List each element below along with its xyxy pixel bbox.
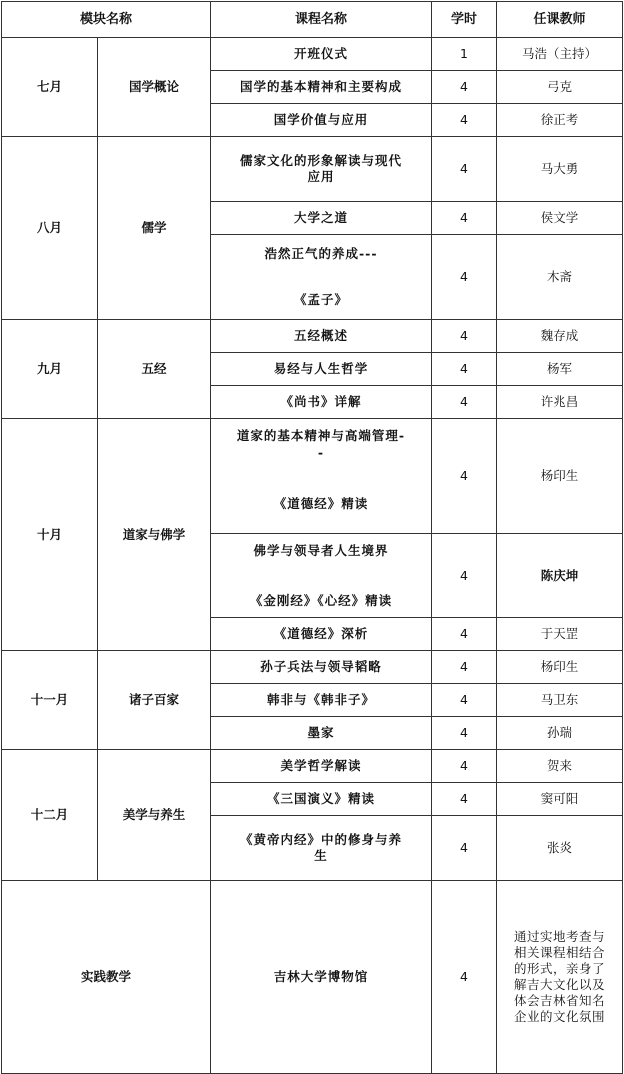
course-cell: 美学哲学解读 [211, 750, 432, 783]
notes-line: 体会吉林省知名 [514, 993, 606, 1008]
hours-cell: 4 [432, 104, 497, 137]
teacher-cell: 张炎 [497, 816, 623, 881]
hours-cell: 4 [432, 353, 497, 386]
table-row [2, 750, 623, 783]
course-cell: 国学价值与应用 [211, 104, 432, 137]
course-line: 佛学与领导者人生境界 [253, 542, 389, 558]
hours-cell: 1 [432, 38, 497, 71]
hours-cell: 4 [432, 71, 497, 104]
table-row [2, 651, 623, 684]
teacher-cell: 侯文学 [497, 202, 623, 235]
notes-line: 企业的文化氛围 [514, 1009, 606, 1024]
table-row [2, 419, 623, 534]
header-module: 模块名称 [2, 2, 211, 38]
hours-cell: 4 [432, 717, 497, 750]
teacher-cell: 窦可阳 [497, 783, 623, 816]
module-cell: 国学概论 [98, 38, 211, 137]
hours-cell: 4 [432, 750, 497, 783]
month-cell: 十一月 [2, 651, 98, 750]
hours-cell: 4 [432, 202, 497, 235]
course-cell [211, 816, 432, 881]
teacher-cell: 马卫东 [497, 684, 623, 717]
hours-cell: 4 [432, 137, 497, 202]
teacher-cell: 徐正考 [497, 104, 623, 137]
table-row [2, 320, 623, 353]
hours-cell: 4 [432, 419, 497, 534]
course-cell: 《道德经》深析 [211, 618, 432, 651]
hours-cell: 4 [432, 386, 497, 419]
notes-line: 的形式，亲身了 [514, 961, 606, 976]
notes-line: 相关课程相结合 [514, 945, 606, 960]
header-row [2, 2, 623, 38]
teacher-cell: 杨军 [497, 353, 623, 386]
module-cell: 诸子百家 [98, 651, 211, 750]
month-cell: 九月 [2, 320, 98, 419]
course-line: 《黄帝内经》中的修身与养 [240, 832, 403, 847]
header-hours: 学时 [432, 2, 497, 38]
module-cell: 五经 [98, 320, 211, 419]
course-line: 儒家文化的形象解读与现代 [240, 153, 403, 168]
hours-cell: 4 [432, 684, 497, 717]
teacher-cell: 马浩（主持） [497, 38, 623, 71]
course-cell: 易经与人生哲学 [211, 353, 432, 386]
table-row [2, 137, 623, 202]
course-cell: 开班仪式 [211, 38, 432, 71]
course-line: 《孟子》 [294, 292, 349, 307]
teacher-cell: 贺来 [497, 750, 623, 783]
practice-course: 吉林大学博物馆 [211, 881, 432, 1074]
teacher-cell: 杨印生 [497, 651, 623, 684]
hours-cell: 4 [432, 783, 497, 816]
teacher-cell: 马大勇 [497, 137, 623, 202]
course-cell [211, 419, 432, 534]
month-cell: 七月 [2, 38, 98, 137]
course-line: 浩然正气的养成--- [264, 246, 378, 261]
month-cell: 十二月 [2, 750, 98, 881]
course-cell [211, 534, 432, 618]
course-line: 生 [314, 848, 328, 863]
course-cell: 韩非与《韩非子》 [211, 684, 432, 717]
teacher-cell: 许兆昌 [497, 386, 623, 419]
course-line: 《金刚经》《心经》精读 [249, 592, 393, 608]
teacher-cell: 于天罡 [497, 618, 623, 651]
teacher-cell: 弓克 [497, 71, 623, 104]
month-cell: 八月 [2, 137, 98, 320]
course-cell: 五经概述 [211, 320, 432, 353]
module-cell: 儒学 [98, 137, 211, 320]
hours-cell: 4 [432, 618, 497, 651]
course-cell: 孙子兵法与领导韬略 [211, 651, 432, 684]
teacher-cell: 木斋 [497, 235, 623, 320]
header-teacher: 任课教师 [497, 2, 623, 38]
course-cell [211, 235, 432, 320]
course-cell [211, 137, 432, 202]
notes-line: 通过实地考查与 [514, 929, 606, 944]
course-cell: 国学的基本精神和主要构成 [211, 71, 432, 104]
month-cell: 十月 [2, 419, 98, 651]
hours-cell: 4 [432, 651, 497, 684]
practice-notes [497, 881, 623, 1074]
practice-row [2, 881, 623, 1074]
course-cell: 墨家 [211, 717, 432, 750]
practice-label: 实践教学 [2, 881, 211, 1074]
practice-hours: 4 [432, 881, 497, 1074]
teacher-cell: 杨印生 [497, 419, 623, 534]
teacher-cell: 陈庆坤 [497, 534, 623, 618]
hours-cell: 4 [432, 235, 497, 320]
notes-line: 解吉大文化以及 [514, 977, 606, 992]
module-cell: 道家与佛学 [98, 419, 211, 651]
table-row [2, 38, 623, 71]
course-cell: 《三国演义》精读 [211, 783, 432, 816]
hours-cell: 4 [432, 320, 497, 353]
course-line: 应用 [307, 169, 335, 184]
hours-cell: 4 [432, 816, 497, 881]
course-cell: 《尚书》详解 [211, 386, 432, 419]
course-cell: 大学之道 [211, 202, 432, 235]
course-line: 《道德经》精读 [273, 496, 369, 511]
hours-cell: 4 [432, 534, 497, 618]
header-course: 课程名称 [211, 2, 432, 38]
teacher-cell: 孙瑞 [497, 717, 623, 750]
course-schedule-table [1, 1, 623, 1074]
course-line: 道家的基本精神与高端管理- [236, 428, 406, 443]
teacher-cell: 魏存成 [497, 320, 623, 353]
course-line: - [317, 445, 325, 460]
module-cell: 美学与养生 [98, 750, 211, 881]
